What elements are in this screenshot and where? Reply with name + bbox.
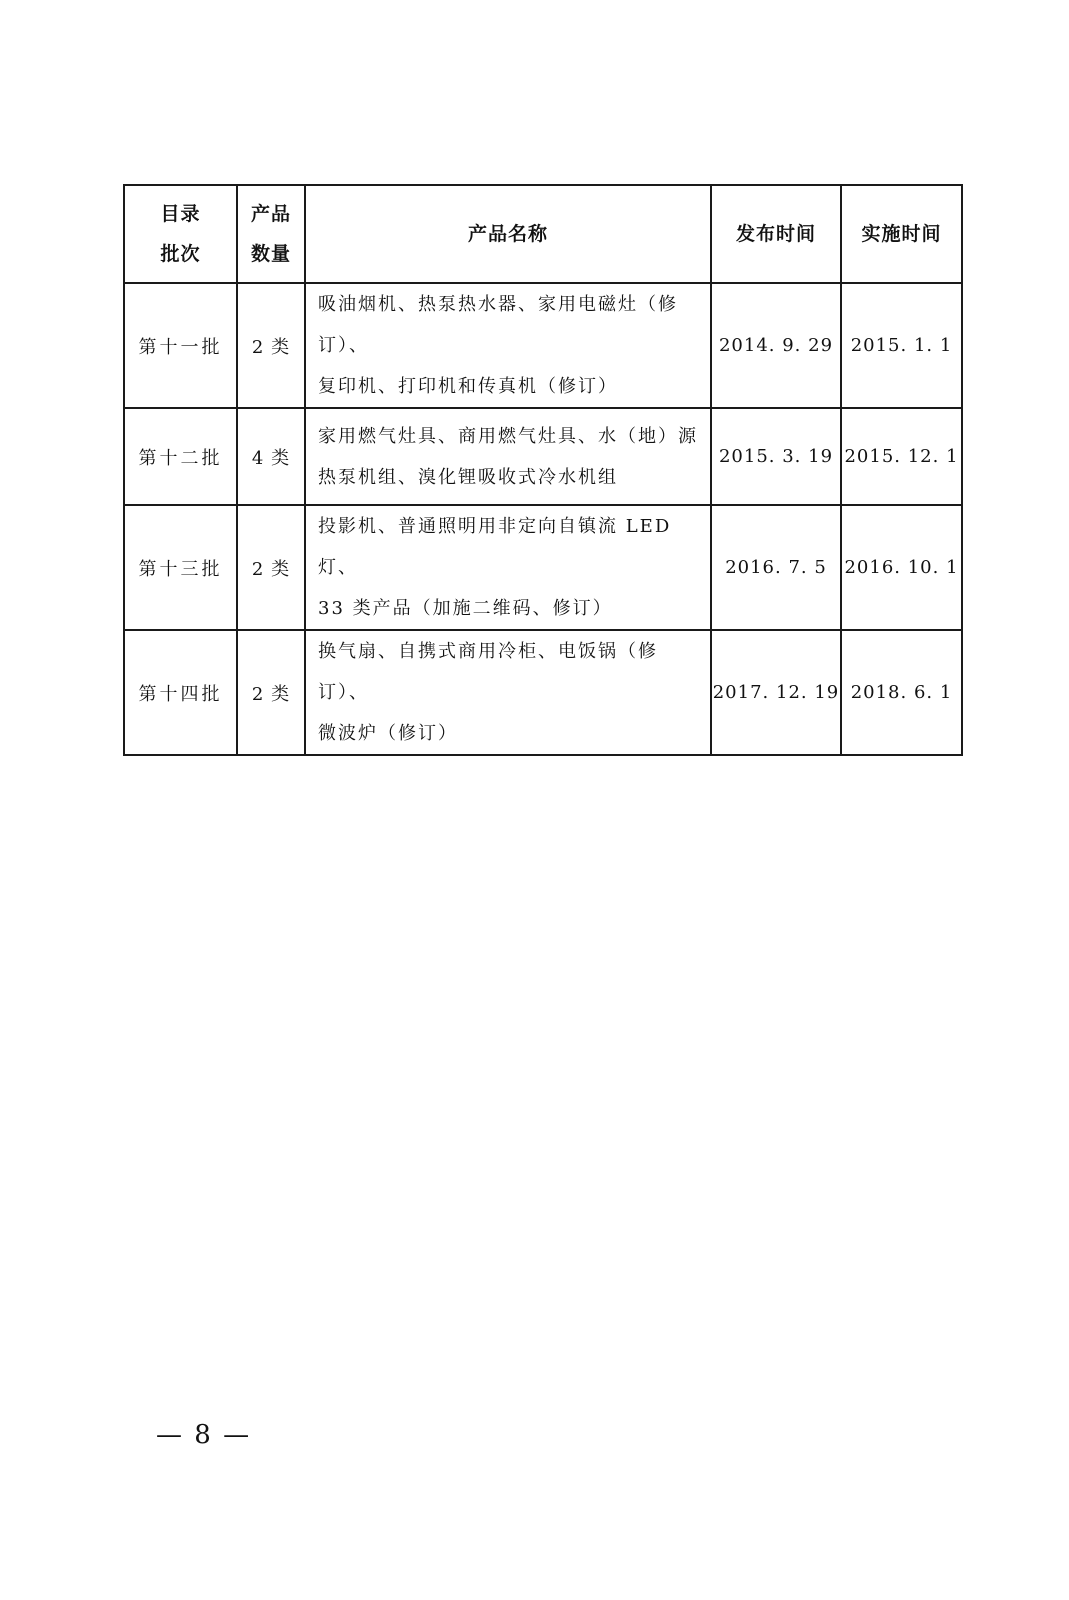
cell-batch: 第十四批 xyxy=(124,630,237,755)
header-names: 产品名称 xyxy=(305,185,711,283)
header-batch xyxy=(124,185,237,283)
table-row xyxy=(124,283,962,408)
header-batch-line1: 目录 xyxy=(160,203,201,225)
product-names-line1: 换气扇、自携式商用冷柜、电饭锅（修订）、 xyxy=(318,641,658,703)
product-names-line1: 家用燃气灶具、商用燃气灶具、水（地）源 xyxy=(318,425,698,447)
cell-published: 2017. 12. 19 xyxy=(711,630,841,755)
header-batch-line2: 批次 xyxy=(160,243,201,265)
cell-effective: 2015. 12. 1 xyxy=(841,408,962,505)
catalog-table xyxy=(123,184,963,756)
cell-product-names xyxy=(305,408,711,505)
cell-published: 2014. 9. 29 xyxy=(711,283,841,408)
cell-effective: 2018. 6. 1 xyxy=(841,630,962,755)
table-row xyxy=(124,505,962,630)
page-number: — 8 — xyxy=(156,1420,252,1450)
cell-count: 2 类 xyxy=(237,283,305,408)
product-names-line1: 吸油烟机、热泵热水器、家用电磁灶（修订）、 xyxy=(318,294,678,356)
product-names-line2: 复印机、打印机和传真机（修订） xyxy=(318,376,618,397)
header-published: 发布时间 xyxy=(711,185,841,283)
table-row xyxy=(124,630,962,755)
product-names-line2: 热泵机组、溴化锂吸收式冷水机组 xyxy=(318,466,618,488)
cell-batch: 第十三批 xyxy=(124,505,237,630)
header-count xyxy=(237,185,305,283)
cell-published: 2015. 3. 19 xyxy=(711,408,841,505)
cell-batch: 第十一批 xyxy=(124,283,237,408)
table-header-row xyxy=(124,185,962,283)
cell-product-names xyxy=(305,630,711,755)
header-count-line1: 产品 xyxy=(250,203,291,225)
cell-effective: 2015. 1. 1 xyxy=(841,283,962,408)
table-row xyxy=(124,408,962,505)
cell-effective: 2016. 10. 1 xyxy=(841,505,962,630)
cell-published: 2016. 7. 5 xyxy=(711,505,841,630)
cell-count: 2 类 xyxy=(237,630,305,755)
product-names-line2: 微波炉（修订） xyxy=(318,723,458,744)
header-effective: 实施时间 xyxy=(841,185,962,283)
product-names-line1: 投影机、普通照明用非定向自镇流 LED 灯、 xyxy=(318,516,672,578)
cell-product-names xyxy=(305,505,711,630)
product-names-line2: 33 类产品（加施二维码、修订） xyxy=(318,598,613,619)
cell-count: 2 类 xyxy=(237,505,305,630)
cell-batch: 第十二批 xyxy=(124,408,237,505)
header-count-line2: 数量 xyxy=(250,243,291,265)
cell-count: 4 类 xyxy=(237,408,305,505)
cell-product-names xyxy=(305,283,711,408)
